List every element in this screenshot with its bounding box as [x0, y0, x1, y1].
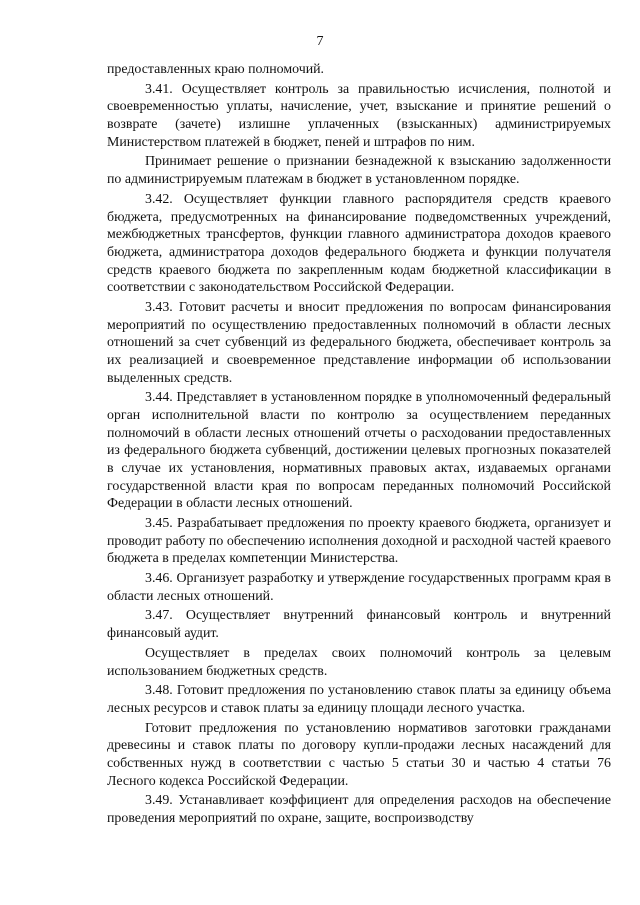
- paragraph-3-41: 3.41. Осуществляет контроль за правильностью исчисления, полнотой и своевременностью уплаты, начисление, учет, взыскание и принятие решений о возврате (зачете) излишне уплаченных (взысканных) администрируемых Министерством платежей в бюджет, пеней и штрафов по ним.: [107, 81, 611, 150]
- page-number: 7: [316, 34, 324, 49]
- document-body: [107, 61, 611, 830]
- paragraph-3-47-control: Осуществляет в пределах своих полномочий контроль за целевым использованием бюджетных средств.: [107, 645, 611, 679]
- paragraph-3-42: 3.42. Осуществляет функции главного распорядителя средств краевого бюджета, предусмотренных на финансирование подведомственных учреждений, межбюджетных трансфертов, функции главного администратора доходов краевого бюджета, администратора доходов федерального бюджета и функции получателя средств краевого бюджета по закрепленным кодам бюджетной классификации в соответствии с законодательством Российской Федерации.: [107, 191, 611, 296]
- paragraph-continuation: предоставленных краю полномочий.: [107, 62, 325, 77]
- paragraph-3-49: 3.49. Устанавливает коэффициент для определения расходов на обеспечение проведения мероприятий по охране, защите, воспроизводству: [107, 793, 611, 827]
- paragraph-3-41-decision: Принимает решение о признании безнадежной к взысканию задолженности по администрируемым платежам в бюджет в установленном порядке.: [107, 154, 611, 188]
- paragraph-3-46: 3.46. Организует разработку и утверждение государственных программ края в области лесных отношений.: [107, 571, 611, 604]
- paragraph-3-48: 3.48. Готовит предложения по установлению ставок платы за единицу объема лесных ресурсов и ставок платы за единицу площади лесного участка.: [107, 683, 611, 716]
- paragraph-3-43: 3.43. Готовит расчеты и вносит предложения по вопросам финансирования мероприятий по осуществлению предоставленных полномочий в области лесных отношений за счет субвенций из федерального бюджета, обеспечивает контроль за их реализацией и своевременное представление информации об использовании выделенных средств.: [107, 299, 611, 386]
- paragraph-3-44: 3.44. Представляет в установленном порядке в уполномоченный федеральный орган исполнительной власти по контролю за осуществлением переданных полномочий в области лесных отношений отчеты о расходовании предоставленных из федерального бюджета субвенций, достижении целевых прогнозных показателей в случае их установления, нормативных правовых актах, издаваемых органами государственной власти края по вопросам переданных полномочий Российской Федерации в области лесных отношений.: [107, 390, 611, 512]
- paragraph-3-48-norms: Готовит предложения по установлению нормативов заготовки гражданами древесины и ставок платы по договору купли-продажи лесных насаждений для собственных нужд в соответствии с частью 5 статьи 30 и частью 4 статьи 76 Лесного кодекса Российской Федерации.: [107, 720, 611, 789]
- paragraph-3-45: 3.45. Разрабатывает предложения по проекту краевого бюджета, организует и проводит работу по обеспечению исполнения доходной и расходной частей краевого бюджета в пределах компетенции Министерства.: [107, 515, 611, 567]
- paragraph-3-47: 3.47. Осуществляет внутренний финансовый контроль и внутренний финансовый аудит.: [107, 608, 611, 642]
